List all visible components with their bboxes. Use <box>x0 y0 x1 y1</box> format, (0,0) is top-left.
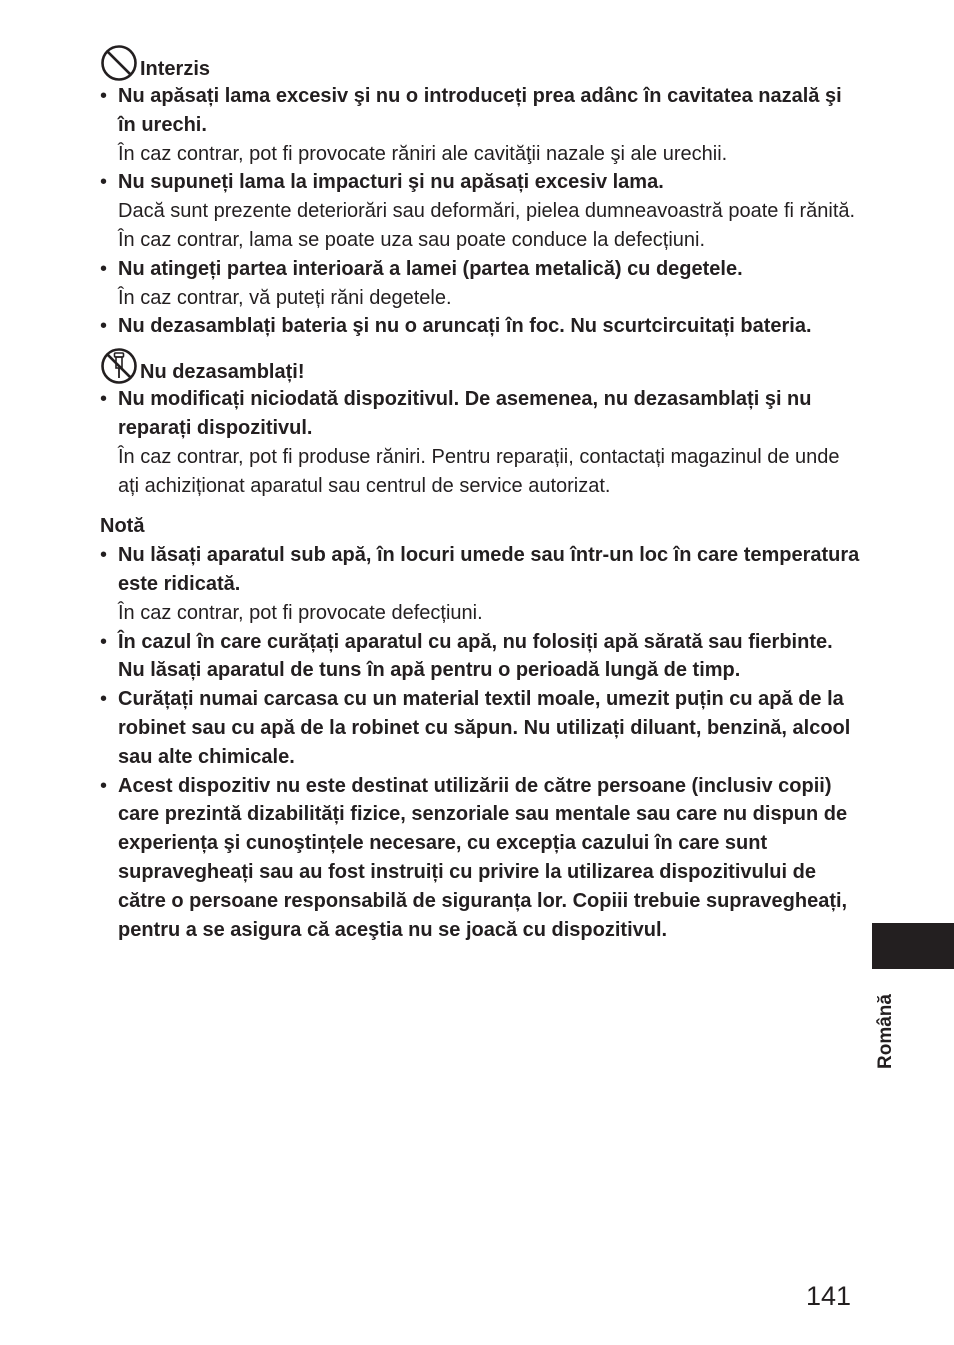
item-note-text: În caz contrar, pot fi provocate defecțiuni. <box>118 601 483 624</box>
bullet-icon: • <box>100 630 108 653</box>
item-bold-text: Nu atingeți partea interioară a lamei (partea metalică) cu degetele. <box>118 257 743 280</box>
item-note-text: Dacă sunt prezente deteriorări sau deformări, pielea dumneavoastră poate fi rănită. <box>118 200 856 223</box>
list-item <box>100 255 860 313</box>
dezasamblare-list <box>100 385 860 500</box>
list-item <box>100 685 860 771</box>
item-note-text: În caz contrar, vă puteți răni degetele. <box>118 286 452 309</box>
item-bold-text: Nu modificați niciodată dispozitivul. De asemenea, nu dezasamblați şi nu reparați dispozitivul. <box>118 388 812 439</box>
list-item <box>100 541 860 627</box>
no-disassembly-icon <box>100 347 138 385</box>
item-bold-text: Nu lăsați aparatul sub apă, în locuri umede sau într-un loc în care temperatura este ridicată. <box>118 544 860 595</box>
bullet-icon: • <box>100 257 108 280</box>
item-bold-text: Acest dispozitiv nu este destinat utilizării de către persoane (inclusiv copii) care prezintă dizabilități fizice, senzoriale sau mentale sau care nu dispun de experiența şi cunoştințele necesare, cu excepția cazului în care sunt supravegheați sau au fost instruiți cu privire la utilizarea dispozitivului de către o persoane responsabilă de siguranța lor. Copiii trebuie supravegheați, pentru a se asigura că aceştia nu se joacă cu dispozitivul. <box>118 774 848 941</box>
item-note-text: În caz contrar, pot fi provocate răniri ale cavităţii nazale şi ale urechii. <box>118 142 728 165</box>
language-tab-marker <box>872 923 954 969</box>
section-dezasamblare-heading <box>100 347 860 385</box>
section-title: Nu dezasamblați! <box>140 361 305 384</box>
item-note-text: În caz contrar, pot fi produse răniri. Pentru reparații, contactați magazinul de unde ați achiziționat aparatul sau centrul de service autorizat. <box>118 445 840 497</box>
list-item <box>100 82 860 168</box>
list-item <box>100 772 860 945</box>
item-bold-text: Nu dezasamblați bateria şi nu o aruncați în foc. Nu scurtcircuitați bateria. <box>118 315 812 338</box>
nota-heading: Notă <box>100 515 145 538</box>
page-content <box>100 44 860 944</box>
section-interzis-heading <box>100 44 860 82</box>
prohibited-icon <box>100 44 138 82</box>
item-note-text: În caz contrar, lama se poate uza sau poate conduce la defecțiuni. <box>118 228 706 251</box>
bullet-icon: • <box>100 774 108 797</box>
bullet-icon: • <box>100 315 108 338</box>
list-item <box>100 312 860 341</box>
item-bold-text: Curățați numai carcasa cu un material textil moale, umezit puțin cu apă de la robinet sau cu apă de la robinet cu săpun. Nu utilizați diluant, benzină, alcool sau alte chimicale. <box>118 688 851 768</box>
section-title: Interzis <box>140 58 211 80</box>
interzis-list <box>100 82 860 341</box>
page-number: 141 <box>806 1281 852 1311</box>
bullet-icon: • <box>100 388 108 411</box>
bullet-icon: • <box>100 85 108 107</box>
list-item <box>100 628 860 686</box>
bullet-icon: • <box>100 171 108 194</box>
list-item <box>100 385 860 500</box>
item-bold-text: Nu apăsați lama excesiv şi nu o introduceți prea adânc în cavitatea nazală şi în urechi. <box>118 85 842 136</box>
item-bold-text: În cazul în care curățați aparatul cu apă, nu folosiți apă sărată sau fierbinte. Nu lăsați aparatul de tuns în apă pentru o perioadă lungă de timp. <box>118 630 833 682</box>
item-bold-text: Nu supuneți lama la impacturi şi nu apăsați excesiv lama. <box>118 171 664 194</box>
language-label: Română <box>875 994 896 1069</box>
nota-list <box>100 541 860 944</box>
list-item <box>100 168 860 254</box>
bullet-icon: • <box>100 544 108 567</box>
bullet-icon: • <box>100 688 108 711</box>
